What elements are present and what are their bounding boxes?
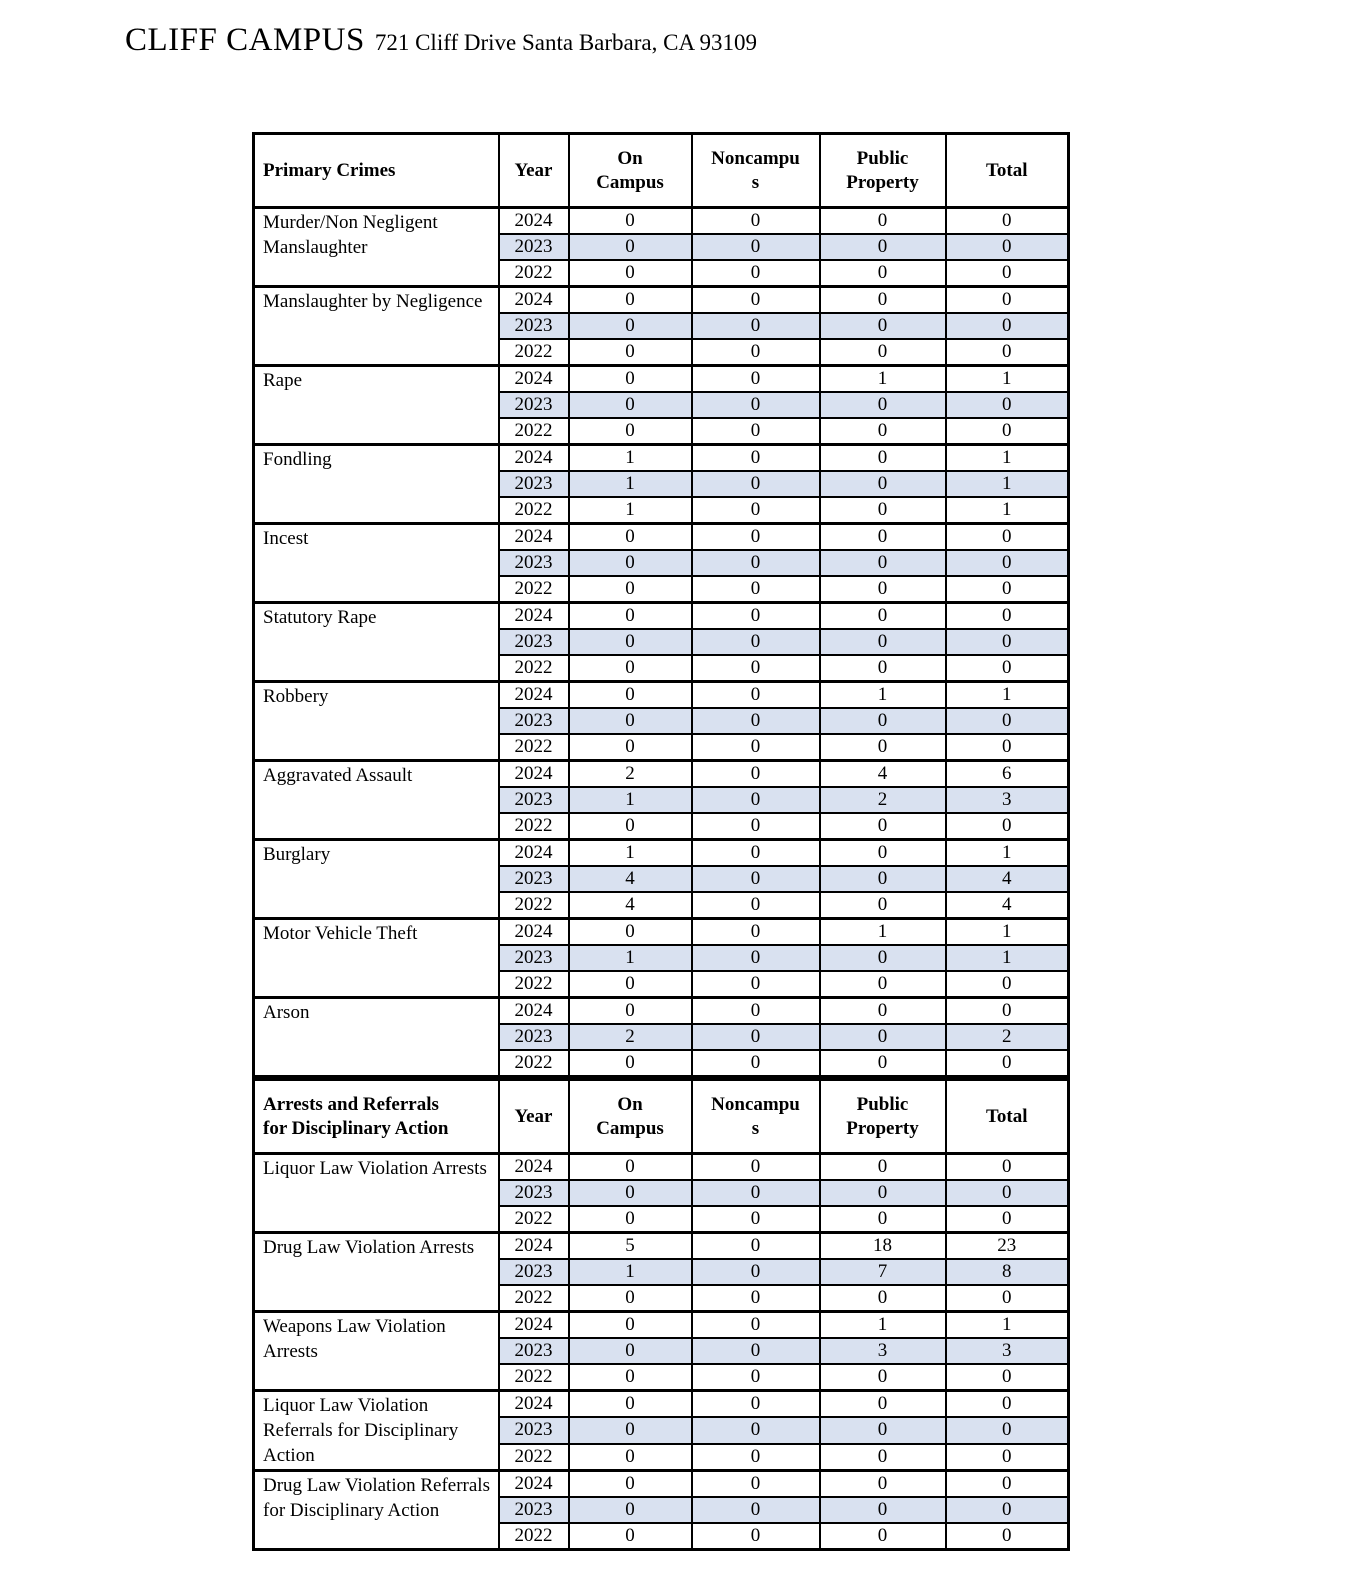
value-cell: 0: [569, 1050, 692, 1077]
value-cell: 0: [569, 919, 692, 946]
category-cell: Liquor Law Violation Referrals for Disciplinary Action: [254, 1391, 499, 1471]
value-cell: 0: [692, 1050, 820, 1077]
value-cell: 0: [946, 1391, 1069, 1418]
primary-crimes-table-container: [252, 132, 1070, 1078]
value-cell: 0: [692, 1338, 820, 1364]
value-cell: 0: [569, 1154, 692, 1181]
value-cell: 0: [946, 1180, 1069, 1206]
value-cell: 0: [820, 708, 946, 734]
value-cell: 0: [569, 1444, 692, 1471]
data-row: [254, 603, 1069, 630]
value-cell: 0: [820, 339, 946, 366]
value-cell: 1: [820, 1312, 946, 1339]
data-row: [254, 761, 1069, 788]
value-cell: 0: [820, 208, 946, 235]
value-cell: 0: [692, 287, 820, 314]
corner-header: Arrests and Referrals for Disciplinary Action: [254, 1080, 499, 1154]
value-cell: 0: [820, 1285, 946, 1312]
data-row: [254, 1391, 1069, 1418]
value-cell: 0: [569, 708, 692, 734]
value-cell: 0: [692, 919, 820, 946]
year-cell: 2023: [499, 313, 569, 339]
value-cell: 0: [692, 1233, 820, 1260]
value-cell: 0: [820, 945, 946, 971]
year-cell: 2022: [499, 576, 569, 603]
year-cell: 2024: [499, 1471, 569, 1498]
year-cell: 2024: [499, 366, 569, 393]
header-row: [254, 1080, 1069, 1154]
value-cell: 1: [820, 366, 946, 393]
category-cell: Drug Law Violation Arrests: [254, 1233, 499, 1312]
year-cell: 2023: [499, 1180, 569, 1206]
year-cell: 2023: [499, 866, 569, 892]
col-header-total: Total: [946, 1080, 1069, 1154]
value-cell: 0: [569, 1497, 692, 1523]
value-cell: 0: [946, 1471, 1069, 1498]
col-header-noncampus: Noncampu s: [692, 134, 820, 208]
value-cell: 1: [946, 919, 1069, 946]
category-cell: Liquor Law Violation Arrests: [254, 1154, 499, 1233]
data-row: [254, 919, 1069, 946]
header-row: [254, 134, 1069, 208]
value-cell: 0: [692, 1417, 820, 1443]
value-cell: 0: [692, 708, 820, 734]
value-cell: 1: [946, 497, 1069, 524]
value-cell: 0: [692, 1523, 820, 1550]
value-cell: 0: [569, 655, 692, 682]
value-cell: 0: [692, 313, 820, 339]
value-cell: 0: [946, 313, 1069, 339]
year-cell: 2022: [499, 1444, 569, 1471]
value-cell: 0: [820, 892, 946, 919]
value-cell: 18: [820, 1233, 946, 1260]
category-cell: Rape: [254, 366, 499, 445]
data-row: [254, 1233, 1069, 1260]
value-cell: 0: [820, 1050, 946, 1077]
data-row: [254, 208, 1069, 235]
value-cell: 0: [692, 234, 820, 260]
data-row: [254, 445, 1069, 472]
category-cell: Incest: [254, 524, 499, 603]
value-cell: 0: [946, 550, 1069, 576]
value-cell: 1: [946, 445, 1069, 472]
primary-crimes-table: [252, 132, 1070, 1078]
year-cell: 2024: [499, 1154, 569, 1181]
value-cell: 0: [692, 1206, 820, 1233]
value-cell: 0: [569, 313, 692, 339]
value-cell: 0: [946, 208, 1069, 235]
value-cell: 0: [946, 392, 1069, 418]
value-cell: 6: [946, 761, 1069, 788]
value-cell: 0: [946, 1154, 1069, 1181]
value-cell: 1: [569, 497, 692, 524]
arrests-referrals-table-container: [252, 1078, 1070, 1551]
data-row: [254, 682, 1069, 709]
value-cell: 0: [946, 1050, 1069, 1077]
value-cell: 0: [692, 1312, 820, 1339]
year-cell: 2023: [499, 234, 569, 260]
value-cell: 0: [692, 945, 820, 971]
value-cell: 0: [692, 629, 820, 655]
value-cell: 1: [569, 445, 692, 472]
value-cell: 0: [569, 418, 692, 445]
value-cell: 0: [946, 1285, 1069, 1312]
value-cell: 4: [946, 866, 1069, 892]
value-cell: 0: [692, 576, 820, 603]
value-cell: 0: [692, 813, 820, 840]
value-cell: 0: [569, 339, 692, 366]
value-cell: 0: [569, 260, 692, 287]
value-cell: 0: [820, 576, 946, 603]
data-row: [254, 1312, 1069, 1339]
value-cell: 0: [692, 787, 820, 813]
value-cell: 0: [946, 998, 1069, 1025]
year-cell: 2023: [499, 945, 569, 971]
year-cell: 2023: [499, 1024, 569, 1050]
value-cell: 0: [820, 497, 946, 524]
year-cell: 2023: [499, 471, 569, 497]
category-cell: Statutory Rape: [254, 603, 499, 682]
data-row: [254, 524, 1069, 551]
value-cell: 0: [820, 734, 946, 761]
value-cell: 0: [820, 418, 946, 445]
value-cell: 0: [946, 1417, 1069, 1443]
value-cell: 0: [692, 840, 820, 867]
data-row: [254, 840, 1069, 867]
value-cell: 0: [692, 866, 820, 892]
value-cell: 1: [946, 471, 1069, 497]
year-cell: 2024: [499, 1233, 569, 1260]
value-cell: 0: [820, 445, 946, 472]
year-cell: 2023: [499, 708, 569, 734]
value-cell: 0: [569, 366, 692, 393]
value-cell: 0: [820, 813, 946, 840]
value-cell: 0: [820, 1497, 946, 1523]
value-cell: 0: [692, 1285, 820, 1312]
col-header-public-property: Public Property: [820, 1080, 946, 1154]
value-cell: 0: [692, 1024, 820, 1050]
col-header-on-campus: On Campus: [569, 134, 692, 208]
value-cell: 0: [946, 1523, 1069, 1550]
value-cell: 1: [569, 787, 692, 813]
value-cell: 0: [569, 629, 692, 655]
value-cell: 5: [569, 1233, 692, 1260]
year-cell: 2022: [499, 418, 569, 445]
value-cell: 0: [946, 813, 1069, 840]
value-cell: 0: [820, 1154, 946, 1181]
corner-header: Primary Crimes: [254, 134, 499, 208]
value-cell: 0: [692, 1471, 820, 1498]
category-cell: Burglary: [254, 840, 499, 919]
value-cell: 0: [946, 971, 1069, 998]
value-cell: 1: [946, 945, 1069, 971]
category-cell: Manslaughter by Negligence: [254, 287, 499, 366]
year-cell: 2023: [499, 629, 569, 655]
value-cell: 0: [946, 418, 1069, 445]
value-cell: 0: [692, 1497, 820, 1523]
value-cell: 0: [820, 603, 946, 630]
year-cell: 2023: [499, 392, 569, 418]
value-cell: 0: [820, 1206, 946, 1233]
year-cell: 2022: [499, 1050, 569, 1077]
value-cell: 0: [946, 1444, 1069, 1471]
value-cell: 0: [820, 629, 946, 655]
value-cell: 0: [946, 260, 1069, 287]
value-cell: 2: [569, 761, 692, 788]
value-cell: 1: [946, 840, 1069, 867]
value-cell: 0: [820, 1471, 946, 1498]
value-cell: 23: [946, 1233, 1069, 1260]
value-cell: 2: [569, 1024, 692, 1050]
value-cell: 0: [820, 971, 946, 998]
data-row: [254, 998, 1069, 1025]
year-cell: 2023: [499, 1497, 569, 1523]
value-cell: 0: [692, 418, 820, 445]
value-cell: 0: [946, 708, 1069, 734]
value-cell: 0: [946, 655, 1069, 682]
year-cell: 2024: [499, 524, 569, 551]
value-cell: 1: [946, 1312, 1069, 1339]
value-cell: 1: [946, 682, 1069, 709]
value-cell: 0: [569, 1471, 692, 1498]
year-cell: 2022: [499, 734, 569, 761]
value-cell: 0: [946, 1497, 1069, 1523]
year-cell: 2022: [499, 655, 569, 682]
year-cell: 2024: [499, 840, 569, 867]
value-cell: 0: [820, 550, 946, 576]
col-header-total: Total: [946, 134, 1069, 208]
year-cell: 2024: [499, 208, 569, 235]
value-cell: 0: [820, 840, 946, 867]
value-cell: 0: [692, 524, 820, 551]
value-cell: 0: [692, 761, 820, 788]
year-cell: 2022: [499, 1523, 569, 1550]
value-cell: 3: [820, 1338, 946, 1364]
value-cell: 4: [820, 761, 946, 788]
category-cell: Aggravated Assault: [254, 761, 499, 840]
value-cell: 0: [692, 1154, 820, 1181]
campus-address: 721 Cliff Drive Santa Barbara, CA 93109: [374, 30, 758, 55]
category-cell: Drug Law Violation Referrals for Disciplinary Action: [254, 1471, 499, 1550]
value-cell: 0: [820, 287, 946, 314]
value-cell: 0: [820, 1417, 946, 1443]
category-cell: Murder/Non Negligent Manslaughter: [254, 208, 499, 287]
value-cell: 0: [692, 339, 820, 366]
year-cell: 2023: [499, 550, 569, 576]
value-cell: 3: [946, 1338, 1069, 1364]
year-cell: 2023: [499, 1417, 569, 1443]
value-cell: 1: [569, 840, 692, 867]
value-cell: 0: [692, 1364, 820, 1391]
value-cell: 1: [569, 945, 692, 971]
value-cell: 0: [569, 1180, 692, 1206]
value-cell: 0: [820, 471, 946, 497]
value-cell: 0: [820, 392, 946, 418]
value-cell: 0: [946, 629, 1069, 655]
year-cell: 2024: [499, 603, 569, 630]
value-cell: 0: [692, 366, 820, 393]
value-cell: 3: [946, 787, 1069, 813]
value-cell: 1: [946, 366, 1069, 393]
col-header-on-campus: On Campus: [569, 1080, 692, 1154]
value-cell: 0: [569, 392, 692, 418]
value-cell: 0: [569, 971, 692, 998]
value-cell: 0: [692, 550, 820, 576]
value-cell: 0: [569, 813, 692, 840]
value-cell: 0: [692, 892, 820, 919]
value-cell: 0: [820, 1391, 946, 1418]
value-cell: 4: [569, 892, 692, 919]
value-cell: 0: [569, 1417, 692, 1443]
value-cell: 0: [820, 260, 946, 287]
value-cell: 0: [692, 1180, 820, 1206]
page-title: [125, 22, 757, 59]
value-cell: 0: [692, 682, 820, 709]
value-cell: 0: [569, 1312, 692, 1339]
value-cell: 0: [820, 1180, 946, 1206]
category-cell: Motor Vehicle Theft: [254, 919, 499, 998]
value-cell: 0: [692, 1444, 820, 1471]
year-cell: 2024: [499, 919, 569, 946]
value-cell: 0: [946, 524, 1069, 551]
category-cell: Arson: [254, 998, 499, 1077]
value-cell: 0: [820, 234, 946, 260]
value-cell: 0: [692, 998, 820, 1025]
data-row: [254, 1471, 1069, 1498]
value-cell: 0: [946, 339, 1069, 366]
year-cell: 2022: [499, 260, 569, 287]
value-cell: 0: [946, 234, 1069, 260]
value-cell: 0: [569, 1285, 692, 1312]
value-cell: 0: [569, 1364, 692, 1391]
year-cell: 2022: [499, 497, 569, 524]
value-cell: 0: [569, 208, 692, 235]
value-cell: 0: [820, 313, 946, 339]
value-cell: 0: [820, 1024, 946, 1050]
value-cell: 1: [820, 919, 946, 946]
data-row: [254, 1154, 1069, 1181]
value-cell: 0: [820, 655, 946, 682]
value-cell: 0: [820, 1523, 946, 1550]
value-cell: 0: [569, 524, 692, 551]
value-cell: 0: [569, 1338, 692, 1364]
value-cell: 0: [692, 971, 820, 998]
value-cell: 0: [946, 1364, 1069, 1391]
value-cell: 0: [569, 550, 692, 576]
value-cell: 0: [569, 1391, 692, 1418]
col-header-year: Year: [499, 134, 569, 208]
year-cell: 2024: [499, 1391, 569, 1418]
value-cell: 0: [946, 603, 1069, 630]
value-cell: 0: [692, 1259, 820, 1285]
year-cell: 2022: [499, 892, 569, 919]
value-cell: 0: [692, 260, 820, 287]
value-cell: 4: [569, 866, 692, 892]
value-cell: 0: [692, 208, 820, 235]
year-cell: 2024: [499, 998, 569, 1025]
value-cell: 0: [820, 998, 946, 1025]
value-cell: 0: [569, 603, 692, 630]
value-cell: 1: [569, 1259, 692, 1285]
col-header-public-property: Public Property: [820, 134, 946, 208]
value-cell: 0: [820, 524, 946, 551]
value-cell: 0: [820, 1364, 946, 1391]
year-cell: 2023: [499, 1259, 569, 1285]
arrests-referrals-table: [252, 1078, 1070, 1551]
value-cell: 0: [692, 471, 820, 497]
year-cell: 2024: [499, 761, 569, 788]
col-header-year: Year: [499, 1080, 569, 1154]
value-cell: 0: [569, 998, 692, 1025]
value-cell: 1: [820, 682, 946, 709]
value-cell: 0: [820, 866, 946, 892]
col-header-noncampus: Noncampu s: [692, 1080, 820, 1154]
value-cell: 7: [820, 1259, 946, 1285]
data-row: [254, 287, 1069, 314]
value-cell: 0: [569, 734, 692, 761]
value-cell: 0: [569, 234, 692, 260]
value-cell: 0: [946, 734, 1069, 761]
value-cell: 0: [820, 1444, 946, 1471]
value-cell: 0: [946, 576, 1069, 603]
year-cell: 2024: [499, 287, 569, 314]
year-cell: 2023: [499, 1338, 569, 1364]
value-cell: 0: [569, 682, 692, 709]
value-cell: 0: [569, 1206, 692, 1233]
year-cell: 2022: [499, 1364, 569, 1391]
value-cell: 0: [692, 655, 820, 682]
value-cell: 1: [569, 471, 692, 497]
year-cell: 2022: [499, 813, 569, 840]
year-cell: 2024: [499, 682, 569, 709]
category-cell: Robbery: [254, 682, 499, 761]
category-cell: Fondling: [254, 445, 499, 524]
year-cell: 2022: [499, 971, 569, 998]
year-cell: 2022: [499, 339, 569, 366]
year-cell: 2024: [499, 1312, 569, 1339]
value-cell: 2: [820, 787, 946, 813]
value-cell: 0: [569, 287, 692, 314]
value-cell: 0: [692, 497, 820, 524]
value-cell: 0: [569, 1523, 692, 1550]
value-cell: 0: [569, 576, 692, 603]
value-cell: 0: [946, 287, 1069, 314]
value-cell: 0: [692, 734, 820, 761]
value-cell: 2: [946, 1024, 1069, 1050]
year-cell: 2024: [499, 445, 569, 472]
value-cell: 0: [692, 603, 820, 630]
data-row: [254, 366, 1069, 393]
campus-name: CLIFF CAMPUS: [125, 22, 365, 58]
value-cell: 4: [946, 892, 1069, 919]
year-cell: 2022: [499, 1285, 569, 1312]
year-cell: 2023: [499, 787, 569, 813]
value-cell: 0: [946, 1206, 1069, 1233]
category-cell: Weapons Law Violation Arrests: [254, 1312, 499, 1391]
value-cell: 0: [692, 1391, 820, 1418]
value-cell: 8: [946, 1259, 1069, 1285]
value-cell: 0: [692, 445, 820, 472]
value-cell: 0: [692, 392, 820, 418]
year-cell: 2022: [499, 1206, 569, 1233]
